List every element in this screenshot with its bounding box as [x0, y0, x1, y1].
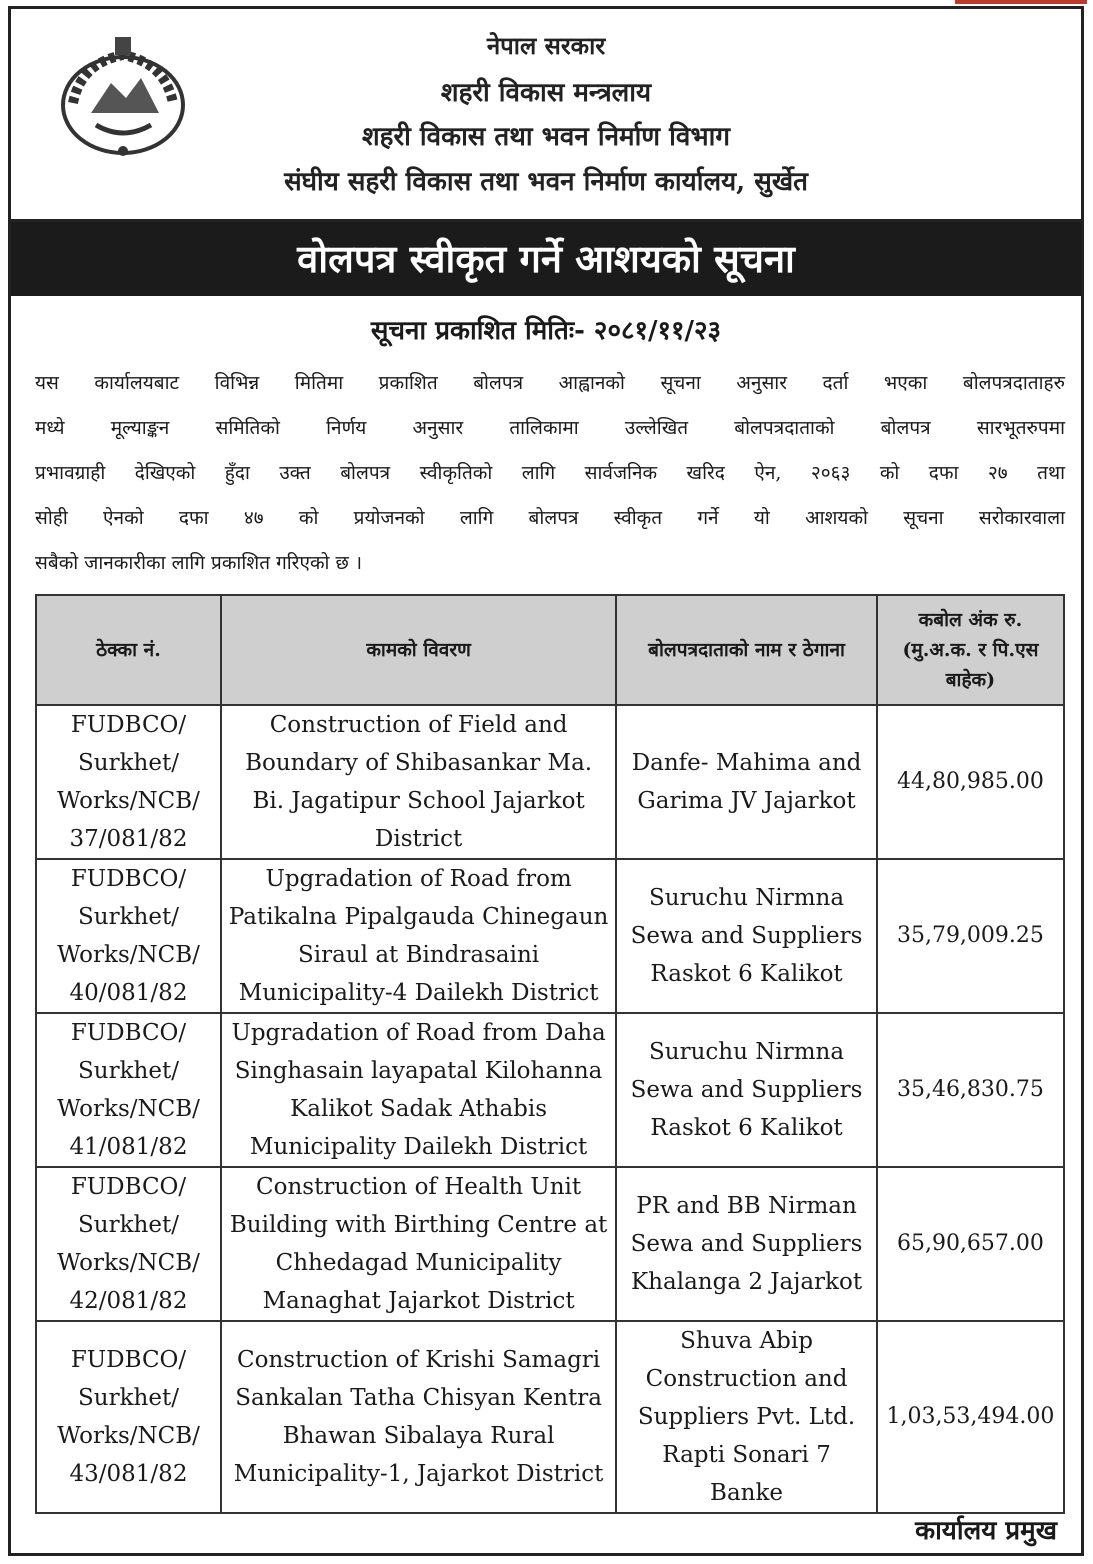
- signature-office-head: कार्यालय प्रमुख: [915, 1516, 1057, 1546]
- header-department: शहरी विकास तथा भवन निर्माण विभाग: [362, 122, 730, 152]
- description-cell: Upgradation of Road from Daha Singhasain layapatal Kilohanna Kalikot Sadak Athabis Municipality Dailekh District: [221, 1013, 616, 1167]
- contract-no-cell: FUDBCO/ Surkhet/ Works/NCB/ 42/081/82: [36, 1167, 221, 1321]
- amount-cell: 35,79,009.25: [877, 859, 1064, 1013]
- amount-cell: 44,80,985.00: [877, 705, 1064, 859]
- tender-table: [35, 594, 1065, 1514]
- contract-no-cell: FUDBCO/ Surkhet/ Works/NCB/ 41/081/82: [36, 1013, 221, 1167]
- header-bidder: बोलपत्रदाताको नाम र ठेगाना: [616, 595, 877, 705]
- table-row: [36, 1321, 1064, 1513]
- body-line: सोही ऐनको दफा ४७ को प्रयोजनको लागि बोलपत्र स्वीकृत गर्ने यो आशयको सूचना सरोकारवाला: [35, 507, 1065, 529]
- description-cell: Construction of Field and Boundary of Shibasankar Ma. Bi. Jagatipur School Jajarkot District: [221, 705, 616, 859]
- bidder-cell: Suruchu Nirmna Sewa and Suppliers Raskot 6 Kalikot: [616, 859, 877, 1013]
- body-line: मध्ये मूल्याङ्कन समितिको निर्णय अनुसार तालिकामा उल्लेखित बोलपत्रदाताको बोलपत्र सारभूतरुपमा: [35, 417, 1065, 439]
- notice-body: [35, 361, 1065, 586]
- corner-color-mark: [955, 0, 1087, 4]
- header-office: संघीय सहरी विकास तथा भवन निर्माण कार्यालय, सुर्खेत: [284, 167, 808, 197]
- body-line: प्रभावग्राही देखिएको हुँदा उक्त बोलपत्र स्वीकृतिको लागि सार्वजनिक खरिद ऐन, २०६३ को दफा २७ तथा: [35, 462, 1065, 484]
- amount-cell: 35,46,830.75: [877, 1013, 1064, 1167]
- header-amount: कबोल अंक रु. (मु.अ.क. र पि.एस बाहेक): [877, 595, 1064, 705]
- bidder-cell: Danfe- Mahima and Garima JV Jajarkot: [616, 705, 877, 859]
- table-row: [36, 1167, 1064, 1321]
- table-header-row: [36, 595, 1064, 705]
- body-line: सबैको जानकारीका लागि प्रकाशित गरिएको छ ।: [35, 552, 363, 574]
- bidder-cell: Suruchu Nirmna Sewa and Suppliers Raskot 6 Kalikot: [616, 1013, 877, 1167]
- description-cell: Upgradation of Road from Patikalna Pipalgauda Chinegaun Siraul at Bindrasaini Municipality-4 Dailekh District: [221, 859, 616, 1013]
- notice-header: [11, 9, 1081, 222]
- amount-cell: 65,90,657.00: [877, 1167, 1064, 1321]
- header-description: कामको विवरण: [221, 595, 616, 705]
- contract-no-cell: FUDBCO/ Surkhet/ Works/NCB/ 37/081/82: [36, 705, 221, 859]
- header-contract-no: ठेक्का नं.: [36, 595, 221, 705]
- contract-no-cell: FUDBCO/ Surkhet/ Works/NCB/ 43/081/82: [36, 1321, 221, 1513]
- contract-no-cell: FUDBCO/ Surkhet/ Works/NCB/ 40/081/82: [36, 859, 221, 1013]
- body-line: यस कार्यालयबाट विभिन्न मितिमा प्रकाशित बोलपत्र आह्वानको सूचना अनुसार दर्ता भएका बोलपत्रदाताहरु: [35, 372, 1065, 394]
- header-government: नेपाल सरकार: [486, 31, 606, 60]
- table-row: [36, 859, 1064, 1013]
- bidder-cell: PR and BB Nirman Sewa and Suppliers Khalanga 2 Jajarkot: [616, 1167, 877, 1321]
- table-row: [36, 705, 1064, 859]
- description-cell: Construction of Health Unit Building with Birthing Centre at Chhedagad Municipality Managhat Jajarkot District: [221, 1167, 616, 1321]
- publish-date: सूचना प्रकाशित मितिः- २०८१/११/२३: [370, 316, 722, 346]
- description-cell: Construction of Krishi Samagri Sankalan Tatha Chisyan Kentra Bhawan Sibalaya Rural Municipality-1, Jajarkot District: [221, 1321, 616, 1513]
- header-ministry: शहरी विकास मन्त्रलाय: [440, 78, 652, 108]
- amount-cell: 1,03,53,494.00: [877, 1321, 1064, 1513]
- notice-page: [8, 6, 1084, 1556]
- bidder-cell: Shuva Abip Construction and Suppliers Pvt. Ltd. Rapti Sonari 7 Banke: [616, 1321, 877, 1513]
- table-row: [36, 1013, 1064, 1167]
- notice-title-banner: वोलपत्र स्वीकृत गर्ने आशयको सूचना: [11, 222, 1081, 296]
